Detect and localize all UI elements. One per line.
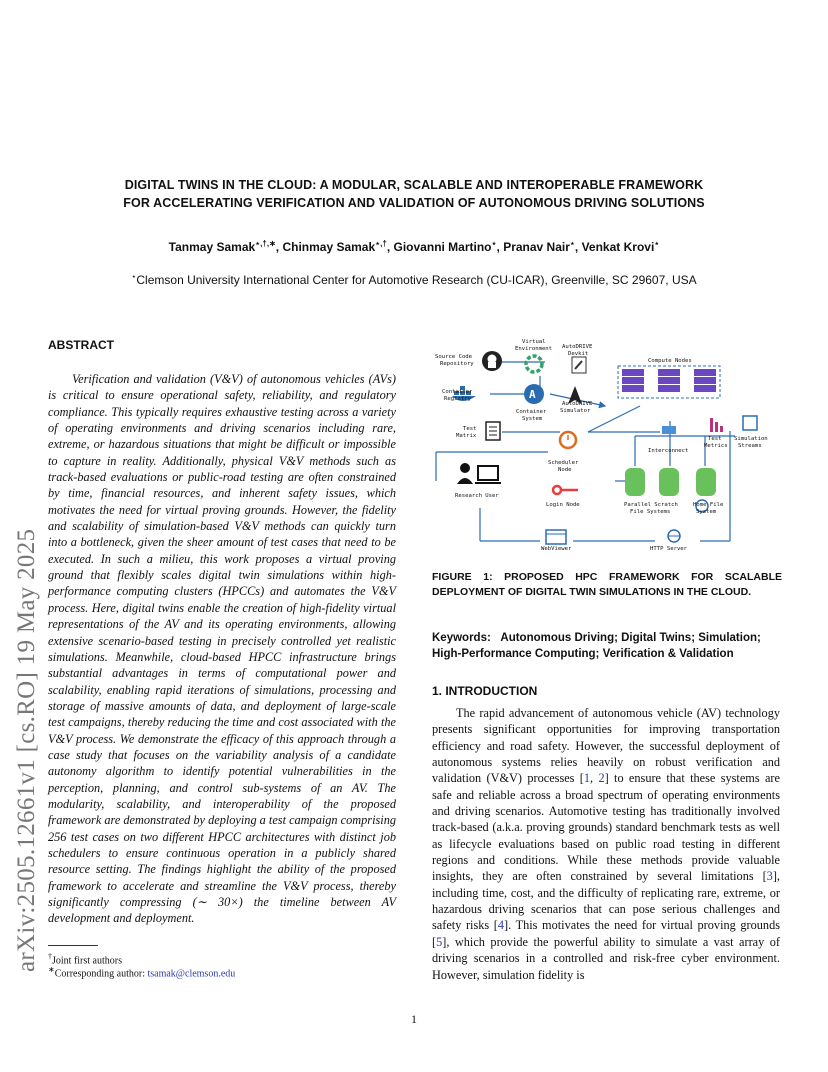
webviewer-icon bbox=[546, 530, 566, 544]
parallel-file-system-icon bbox=[625, 468, 716, 496]
author-2: , Chinmay Samak bbox=[275, 240, 376, 254]
label-source-1: Source Code bbox=[435, 354, 473, 360]
intro-body: The rapid advancement of autonomous vehicle (AV) technology presents significant opportunities for improving transportation efficiency and road safety. However, the successful deployment of autonomous systems relies heavily on robust verification and validation (V&V) processes [1, 2] to ensure that these systems are safe and reliable across a broad spectrum of operating environments and driving scenarios. Automotive testing has traditionally involved track-based (a.k.a. proving grounds) standard benchmark tests as well as lifecycle evaluations based on public road testing in different regions and conditions. While these methods provide valuable insights, they are often constrained by several limitations [3], including time, cost, and the difficulty of replicating rare, extreme, or hazardous driving scenarios that can pose serious challenges and safety risks [4]. This motivates the need for virtual proving grounds [5], which provide the powerful ability to simulate a vast array of driving scenarios in a controlled and risk-free cyber environment. However, simulation fidelity is bbox=[432, 706, 780, 982]
label-home-2: System bbox=[696, 509, 717, 515]
label-sim-2: Simulator bbox=[560, 408, 591, 414]
keywords-text: Autonomous Driving; Digital Twins; Simulation; High-Performance Computing; Verification & Validation bbox=[432, 632, 761, 660]
figure-caption: FIGURE 1: PROPOSED HPC FRAMEWORK FOR SCALABLE DEPLOYMENT OF DIGITAL TWIN SIMULATIONS IN THE CLOUD. bbox=[432, 571, 782, 598]
autodrive-devkit-icon bbox=[572, 357, 586, 373]
footnote-corresponding bbox=[48, 965, 396, 979]
label-sim-streams-2: Streams bbox=[738, 443, 762, 449]
keywords-label: Keywords: bbox=[432, 632, 491, 644]
affiliation-mark: ⋆ bbox=[131, 272, 137, 281]
author-4-marks: ⋆ bbox=[569, 239, 575, 248]
email-link[interactable]: tsamak@clemson.edu bbox=[147, 968, 236, 980]
footnote-1-mark: † bbox=[48, 952, 52, 961]
citation-1[interactable]: 1 bbox=[583, 771, 591, 786]
affiliation-text: Clemson University International Center for Automotive Research (CU-ICAR), Greenville, SC 29607, USA bbox=[136, 273, 697, 287]
http-server-icon bbox=[668, 530, 680, 542]
author-1: Tanmay Samak bbox=[168, 240, 256, 254]
container-system-icon bbox=[524, 384, 544, 404]
interconnect-icon bbox=[662, 426, 676, 434]
intro-heading: 1. INTRODUCTION bbox=[432, 684, 538, 698]
footnote-rule bbox=[48, 945, 98, 946]
simulation-streams-icon bbox=[743, 416, 757, 430]
citation-2[interactable]: 2 bbox=[598, 771, 605, 786]
label-container-sys-1: Container bbox=[516, 409, 547, 415]
test-matrix-icon bbox=[486, 422, 500, 440]
label-sim-1: AutoDRIVE bbox=[562, 401, 593, 407]
label-parallel-2: File Systems bbox=[630, 509, 671, 515]
page-number: 1 bbox=[411, 1012, 417, 1026]
label-sim-streams-1: Simulation bbox=[734, 436, 768, 442]
author-3-marks: ⋆ bbox=[491, 239, 497, 248]
login-node-icon bbox=[553, 486, 578, 494]
label-scheduler-1: Scheduler bbox=[548, 460, 579, 466]
citation-3[interactable]: 3 bbox=[766, 869, 773, 884]
title-line-2: FOR ACCELERATING VERIFICATION AND VALIDATION OF AUTONOMOUS DRIVING SOLUTIONS bbox=[123, 196, 705, 210]
label-virtual-env-2: Environment bbox=[515, 346, 553, 352]
label-container-reg-2: Registry bbox=[444, 396, 471, 402]
label-http-server: HTTP Server bbox=[650, 546, 688, 552]
affiliation bbox=[60, 272, 768, 287]
compute-nodes-icon bbox=[618, 366, 720, 398]
framework-figure bbox=[430, 336, 780, 558]
label-webviewer: WebViewer bbox=[541, 546, 572, 552]
label-container-sys-2: System bbox=[522, 416, 543, 422]
source-code-icon bbox=[482, 351, 502, 371]
author-4: , Pranav Nair bbox=[496, 240, 570, 254]
citation-4[interactable]: 4 bbox=[497, 918, 505, 933]
figure-connectors bbox=[436, 362, 735, 541]
research-user-icon bbox=[457, 463, 501, 484]
figure-labels bbox=[435, 339, 768, 552]
label-test-matrix-1: Test bbox=[463, 426, 477, 432]
author-5: , Venkat Krovi bbox=[574, 240, 655, 254]
author-1-marks: ⋆,†,∗ bbox=[255, 239, 276, 248]
keywords bbox=[432, 630, 782, 662]
label-autodrive-2: Devkit bbox=[568, 351, 589, 357]
label-test-metrics-1: Test bbox=[708, 436, 722, 442]
label-home-1: Home File bbox=[693, 502, 724, 508]
virtual-environment-icon bbox=[526, 356, 542, 372]
author-2-marks: ⋆,† bbox=[375, 239, 387, 248]
abstract-heading: ABSTRACT bbox=[48, 338, 114, 352]
label-login-node: Login Node bbox=[546, 502, 580, 508]
label-research-user: Research User bbox=[455, 493, 499, 499]
citation-5[interactable]: 5 bbox=[436, 934, 443, 949]
author-3: , Giovanni Martino bbox=[386, 240, 492, 254]
label-container-reg-1: Container bbox=[442, 389, 473, 395]
arxiv-stamp-text: arXiv:2505.12661v1 [cs.RO] 19 May 2025 bbox=[13, 528, 40, 972]
label-interconnect: Interconnect bbox=[648, 448, 689, 454]
title-line-1: DIGITAL TWINS IN THE CLOUD: A MODULAR, SCALABLE AND INTEROPERABLE FRAMEWORK bbox=[124, 178, 704, 192]
label-source-2: Repository bbox=[440, 361, 474, 367]
test-metrics-icon bbox=[710, 418, 723, 432]
arxiv-stamp bbox=[4, 282, 44, 982]
paper-title bbox=[60, 176, 768, 212]
author-5-marks: ⋆ bbox=[654, 239, 660, 248]
scheduler-icon bbox=[560, 432, 576, 448]
svg-text:A: A bbox=[529, 388, 536, 401]
abstract-body: Verification and validation (V&V) of autonomous vehicles (AVs) is critical to ensure operational safety, reliability, and regulatory compliance. This typically requires exhaustive testing across a variety of operating environments and driving scenarios including rare, extreme, or hazardous situations that might be difficult or impossible to capture in reality. Additionally, physical V&V methods such as track-based evaluations or public-road testing are often constrained by time, financial resources, and inherent safety issues, which motivates the need for virtual proving grounds. However, the fidelity and scalability of simulation-based V&V methods can quickly turn into a bottleneck, given the sheer amount of test cases that need to be executed. In such a milieu, this work proposes a virtual proving ground that flexibly scales digital twin simulations within high-performance computing clusters (HPCCs) and automates the V&V process. Here, digital twins enable the creation of high-fidelity virtual representations of the AV and its operating environments, allowing extensive scenario-based testing in precisely controlled yet realistic simulations. Meanwhile, cloud-based HPCC infrastructure brings substantial advantages in terms of computational power and scalability, enabling rapid iterations of simulations, processing and storage of massive amounts of data, and deployment of large-scale test campaigns, thereby reducing the time and cost associated with the V&V process. We demonstrate the efficacy of this approach through a case study that focuses on the variability analysis of a candidate autonomy algorithm to identify potential vulnerabilities in the perception, planning, and control sub-systems of an AV. The modularity, scalability, and interoperability of the proposed framework are demonstrated by deploying a test campaign comprising 256 test cases on two different HPCC architectures with distinct job schedulers to ensure continuous operation in a publicly shared resource setting. The findings highlight the ability of the proposed framework to accelerate and streamline the V&V process, thereby significantly compressing (∼ 30×) the timeline between AV development and deployment. bbox=[48, 372, 396, 926]
label-autodrive-1: AutoDRIVE bbox=[562, 344, 593, 350]
connector-6 bbox=[588, 406, 640, 432]
label-test-matrix-2: Matrix bbox=[456, 433, 477, 439]
footnote-2-text: Corresponding author: bbox=[54, 968, 148, 980]
author-list bbox=[60, 239, 768, 254]
footnote-1-text: Joint first authors bbox=[52, 955, 122, 967]
label-compute-nodes: Compute Nodes bbox=[648, 358, 692, 364]
label-parallel-1: Parallel Scratch bbox=[624, 502, 678, 508]
label-test-metrics-2: Metrics bbox=[704, 443, 728, 449]
footnote-2-mark: ∗ bbox=[48, 965, 55, 974]
label-virtual-env-1: Virtual bbox=[522, 339, 546, 345]
label-scheduler-2: Node bbox=[558, 467, 572, 473]
